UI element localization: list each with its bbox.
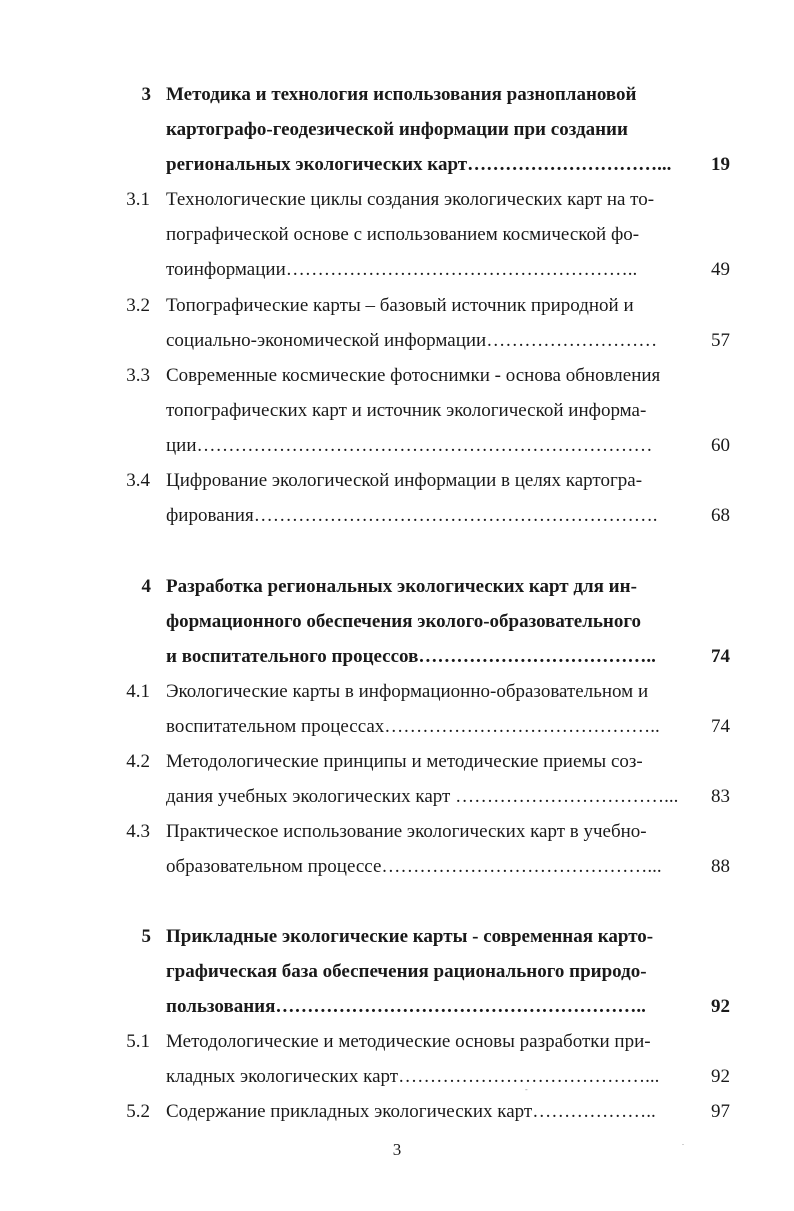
toc-entry-number: 3.1 xyxy=(126,189,150,210)
toc-entry-title-line: воспитательном процессах…………………………………….. xyxy=(166,716,660,737)
toc-entry-page: 97 xyxy=(711,1101,730,1122)
page-number: 3 xyxy=(392,1140,402,1159)
toc-entry-title-line: тоинформации……………………………………………….. xyxy=(166,259,638,280)
toc-entry-title-line: пографической основе с использованием космической фо- xyxy=(166,224,640,245)
toc-entry-page: 74 xyxy=(711,646,730,667)
toc-entry-number: 3 xyxy=(141,84,151,105)
toc-entry-page: 60 xyxy=(711,435,730,456)
toc-entry-number: 5 xyxy=(141,926,151,947)
toc-entry-number: 5.1 xyxy=(126,1031,150,1052)
toc-entry-title-line: Методологические и методические основы разработки при- xyxy=(166,1031,651,1052)
toc-entry-title-line: образовательном процессе……………………………………... xyxy=(166,856,662,877)
toc-entry-page: 92 xyxy=(711,1066,730,1087)
toc-entry-title-line: Топографические карты – базовый источник природной и xyxy=(166,295,634,316)
toc-entry-title-line: формационного обеспечения эколого-образовательного xyxy=(166,611,642,632)
toc-entry-page: 74 xyxy=(711,716,730,737)
toc-entry-number: 5.2 xyxy=(126,1101,150,1122)
toc-entry-page: 92 xyxy=(711,996,730,1017)
toc-entry-title-line: кладных экологических карт…………………………………... xyxy=(166,1066,660,1087)
toc-entry-title-line: ции……………………………………………………………… xyxy=(166,435,653,456)
toc-entry-title-line: Содержание прикладных экологических карт……………….. xyxy=(166,1101,656,1122)
toc-entry-page: 83 xyxy=(711,786,730,807)
scan-speck: . xyxy=(682,1138,684,1147)
toc-entry-title-line: региональных экологических карт…………………………... xyxy=(166,154,672,175)
toc-entry-title-line: Цифрование экологической информации в целях картогра- xyxy=(166,470,643,491)
toc-entry-title-line: дания учебных экологических карт ……………………………... xyxy=(166,786,679,807)
toc-entry-number: 3.2 xyxy=(126,295,150,316)
toc-entry-title-line: Современные космические фотоснимки - основа обновления xyxy=(166,365,661,386)
toc-entry-title-line: графическая база обеспечения рационального природо- xyxy=(166,961,647,982)
scan-speck: - xyxy=(525,1085,528,1094)
toc-entry-page: 19 xyxy=(711,154,730,175)
toc-entry-page: 68 xyxy=(711,505,730,526)
toc-entry-page: 49 xyxy=(711,259,730,280)
toc-entry-title-line: Прикладные экологические карты - современная карто- xyxy=(166,926,654,947)
toc-entry-title-line: пользования………………………………………………….. xyxy=(166,996,646,1017)
toc-entry-title-line: фирования………………………………………………………. xyxy=(166,505,658,526)
toc-entry-title-line: картографо-геодезической информации при создании xyxy=(166,119,628,140)
toc-entry-title-line: топографических карт и источник экологической информа- xyxy=(166,400,647,421)
toc-entry-title-line: Экологические карты в информационно-образовательном и xyxy=(166,681,649,702)
toc-entry-title-line: Методологические принципы и методические приемы соз- xyxy=(166,751,643,772)
toc-entry-title-line: социально-экономической информации……………………… xyxy=(166,330,658,351)
toc-entry-title-line: Технологические циклы создания экологических карт на то- xyxy=(166,189,655,210)
toc-entry-number: 4.3 xyxy=(126,821,150,842)
toc-entry-number: 4 xyxy=(141,576,151,597)
toc-entry-number: 3.3 xyxy=(126,365,150,386)
toc-entry-page: 88 xyxy=(711,856,730,877)
toc-entry-page: 57 xyxy=(711,330,730,351)
toc-entry-title-line: Разработка региональных экологических карт для ин- xyxy=(166,576,637,597)
toc-entry-title-line: Методика и технология использования разноплановой xyxy=(166,84,637,105)
toc-entry-number: 4.2 xyxy=(126,751,150,772)
toc-entry-title-line: Практическое использование экологических карт в учебно- xyxy=(166,821,647,842)
toc-entry-number: 3.4 xyxy=(126,470,150,491)
toc-entry-title-line: и воспитательного процессов……………………………….. xyxy=(166,646,656,667)
toc-entry-number: 4.1 xyxy=(126,681,150,702)
